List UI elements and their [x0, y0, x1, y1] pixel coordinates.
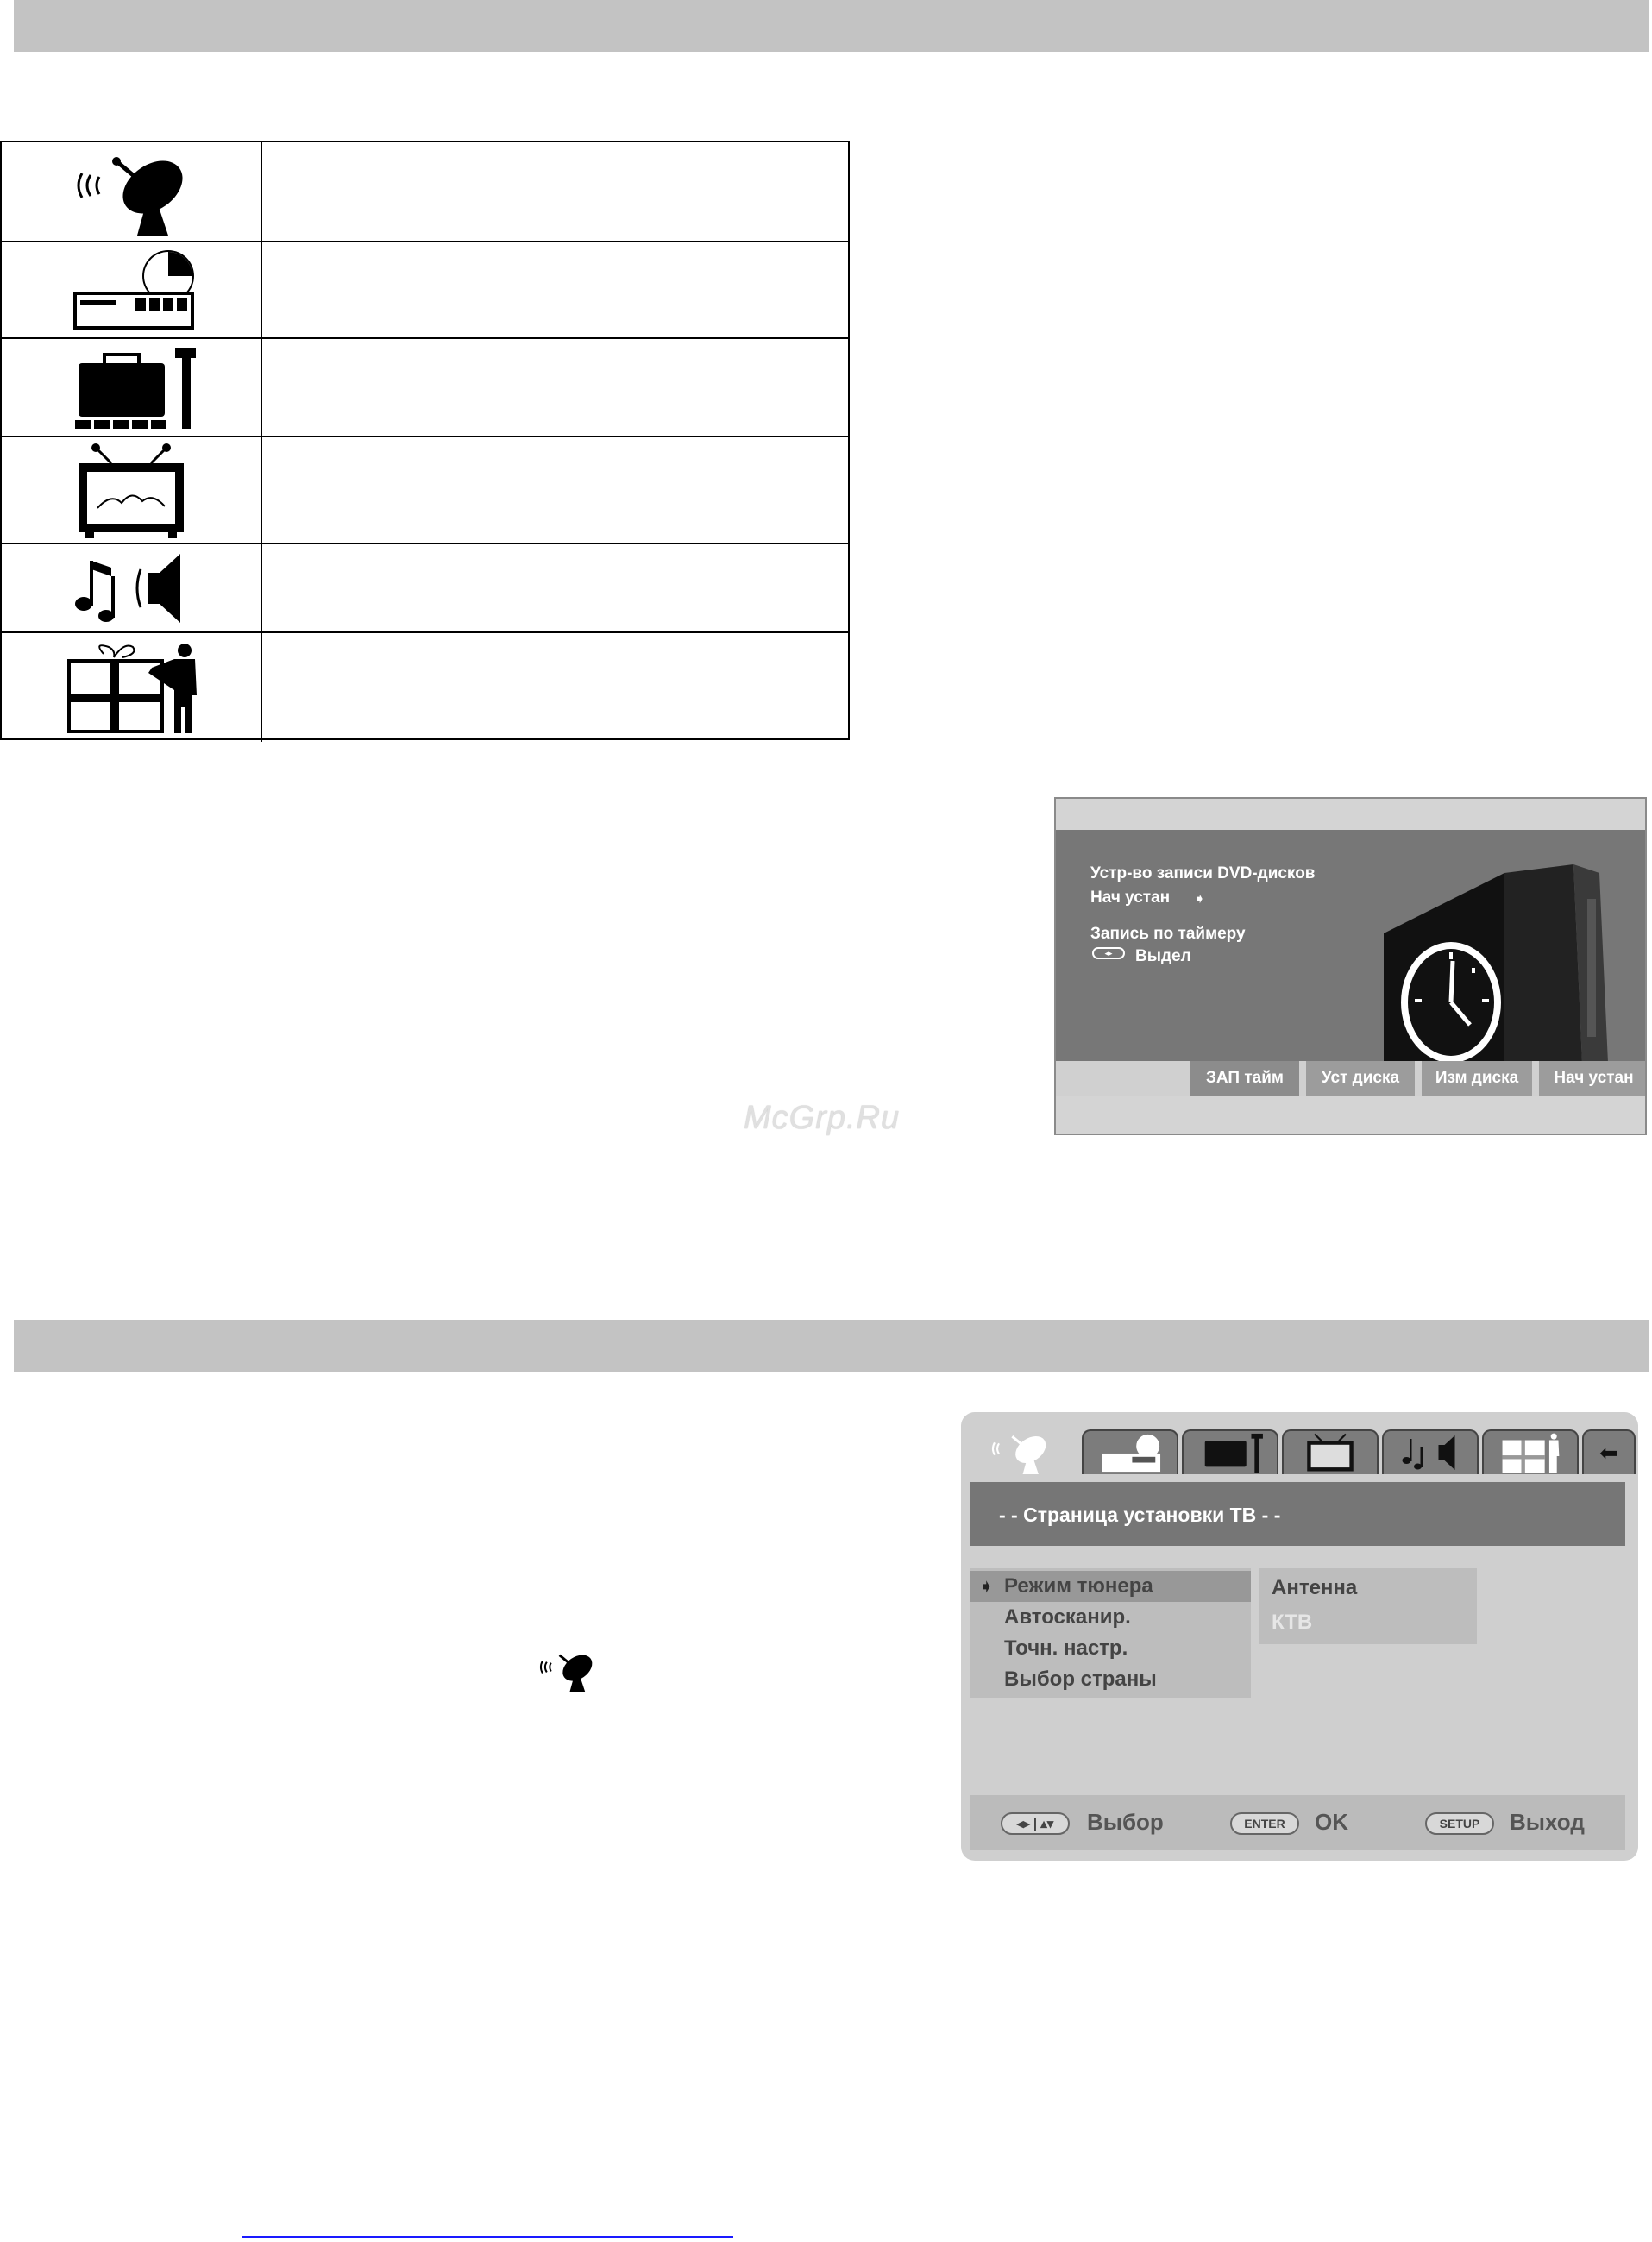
clock-icon [1375, 838, 1645, 1061]
header-band-top [14, 0, 1649, 52]
menu-item-fine-tune[interactable]: Точн. настр. [1004, 1636, 1128, 1660]
footer-ok-label: OK [1315, 1809, 1348, 1835]
setup-key: SETUP [1425, 1812, 1494, 1835]
table-row [2, 242, 848, 339]
recorder-start-screen [1054, 797, 1647, 1135]
satellite-dish-icon [986, 1428, 1053, 1476]
link-underline[interactable] [242, 2236, 733, 2238]
footer-exit-label: Выход [1510, 1809, 1585, 1835]
table-row [2, 437, 848, 544]
icon-table [0, 141, 850, 740]
menu-item-label: Режим тюнера [1004, 1574, 1153, 1598]
footer-select-label: Выбор [1087, 1809, 1164, 1835]
arrow-left-icon: ⬅ [1599, 1439, 1618, 1466]
tab-system-setup[interactable] [1182, 1429, 1278, 1474]
menu-item-country[interactable]: Выбор страны [1004, 1667, 1157, 1691]
audio-icon [1397, 1432, 1464, 1473]
select-label: Выдел [1135, 947, 1191, 965]
tab-timer-record[interactable]: ЗАП тайм [1190, 1061, 1299, 1096]
timer-record-label: Запись по таймеру [1090, 925, 1246, 943]
row-description [262, 242, 848, 337]
watermark: McGrp.Ru [744, 1100, 901, 1136]
row-description [262, 142, 848, 241]
tab-video-setup[interactable] [1282, 1429, 1379, 1474]
arrow-right-icon: ➧ [1194, 892, 1206, 907]
start-setup-label: Нач устан [1090, 889, 1171, 907]
tab-disc-edit[interactable]: Изм диска [1422, 1061, 1532, 1096]
tv-setup-screen [961, 1412, 1638, 1861]
toolbox-icon [2, 339, 262, 436]
tab-extra-setup[interactable] [1482, 1429, 1579, 1474]
page-title: - - Страница установки ТВ - - [999, 1504, 1281, 1526]
navigation-key-icon: ◂▸ | ▴▾ [1001, 1812, 1070, 1835]
page-header [970, 1482, 1625, 1546]
tab-audio-setup[interactable] [1382, 1429, 1479, 1474]
row-description [262, 339, 848, 436]
footer-bar [970, 1795, 1625, 1850]
recorder-title: Устр-во записи DVD-дисков [1090, 864, 1316, 882]
option-catv[interactable]: КТВ [1272, 1611, 1313, 1634]
tab-recorder-setup[interactable] [1082, 1429, 1178, 1474]
row-description [262, 544, 848, 631]
dvd-recorder-icon [1090, 1432, 1170, 1473]
table-row [2, 633, 848, 742]
table-row [2, 142, 848, 242]
screen-main-area [1056, 830, 1645, 1061]
header-band-middle [14, 1320, 1649, 1372]
dvd-recorder-icon [2, 242, 262, 337]
satellite-dish-icon [535, 1646, 599, 1694]
table-row [2, 544, 848, 633]
tv-icon [2, 437, 262, 543]
row-description [262, 633, 848, 742]
menu-item-tuner-mode[interactable] [970, 1571, 1251, 1602]
arrow-right-icon: ➧ [980, 1578, 994, 1595]
left-right-key-icon: ◂▸ [1092, 947, 1125, 959]
gift-icon [1496, 1431, 1565, 1474]
menu-item-autoscan[interactable]: Автосканир. [1004, 1605, 1131, 1629]
satellite-dish-icon [2, 142, 262, 241]
gift-icon [2, 633, 262, 742]
enter-key: ENTER [1230, 1812, 1299, 1835]
tab-exit[interactable] [1582, 1429, 1636, 1474]
audio-icon [2, 544, 262, 631]
option-antenna[interactable]: Антенна [1272, 1576, 1358, 1599]
tab-disc-setup[interactable]: Уст диска [1306, 1061, 1415, 1096]
tab-start-setup[interactable]: Нач устан [1539, 1061, 1647, 1096]
tab-tv-setup[interactable] [975, 1428, 1065, 1476]
tv-icon [1302, 1431, 1359, 1474]
toolbox-icon [1196, 1432, 1265, 1473]
row-description [262, 437, 848, 543]
table-row [2, 339, 848, 437]
